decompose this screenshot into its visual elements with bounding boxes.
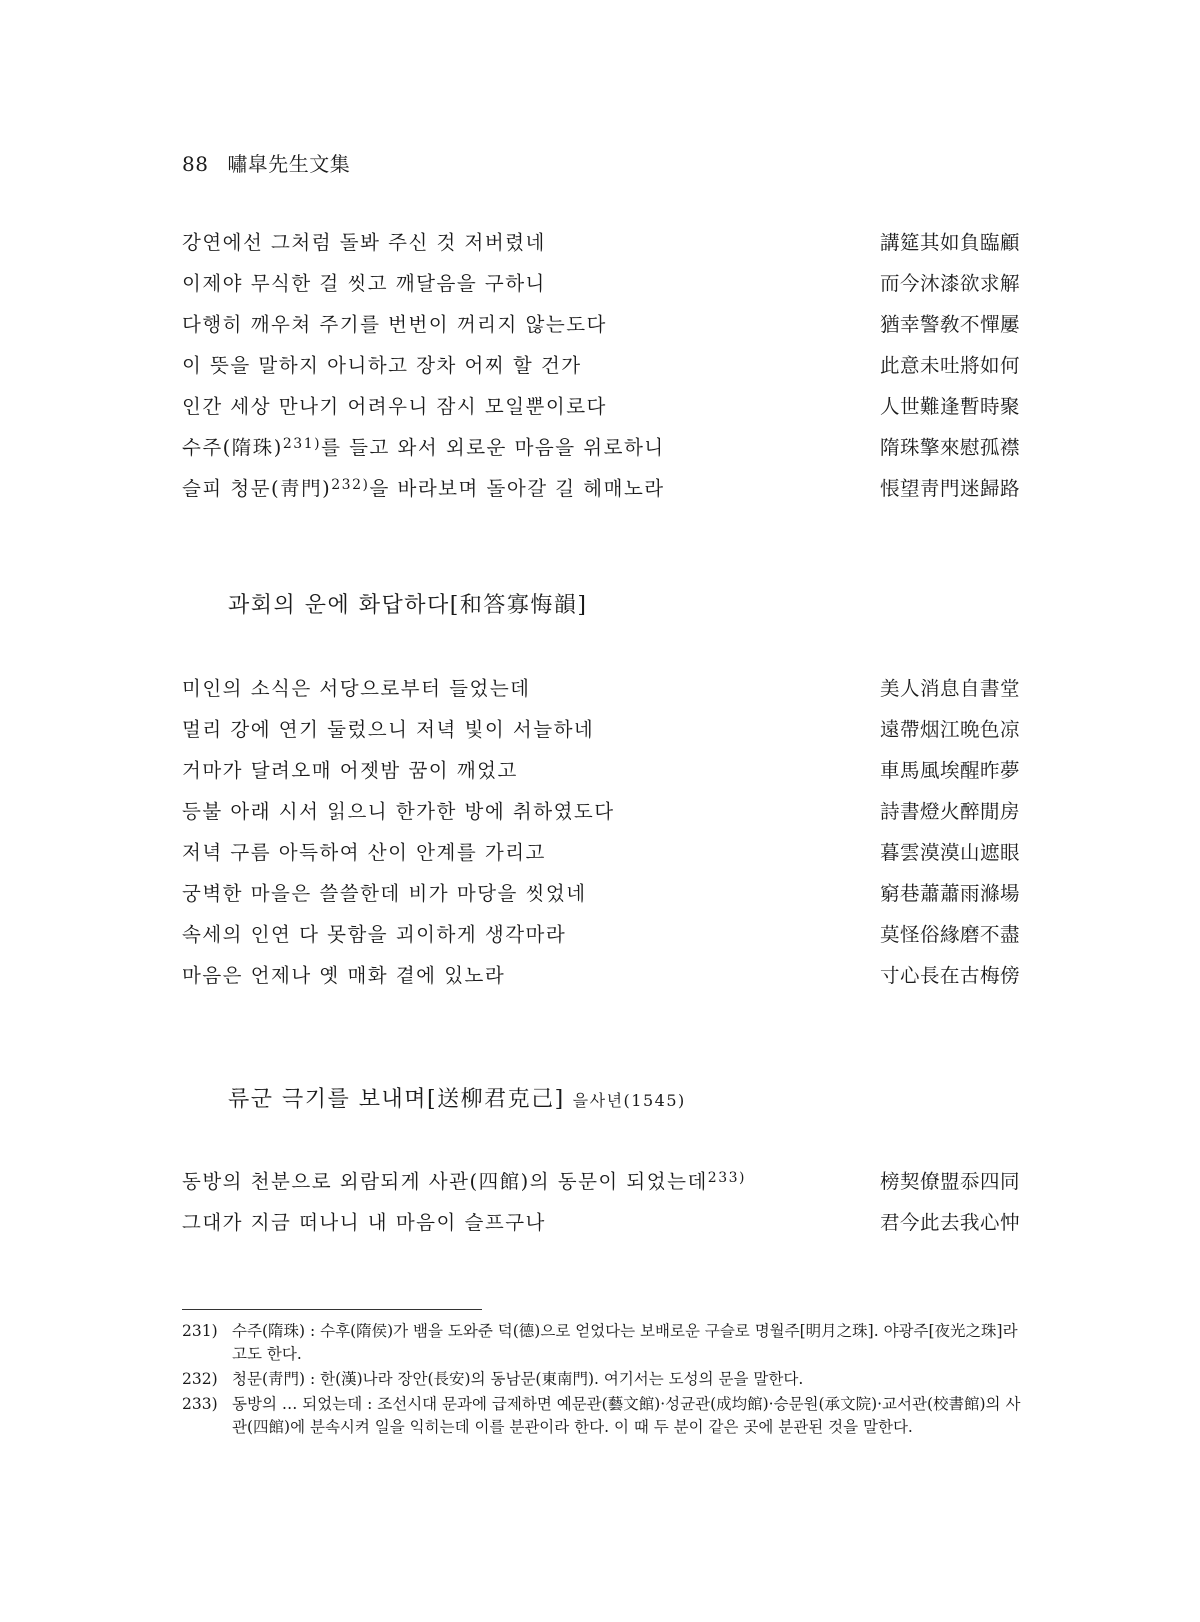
poem-line	[182, 873, 1020, 914]
footnote-text: 수주(隋珠) : 수후(隋侯)가 뱀을 도와준 덕(德)으로 얻었다는 보배로운 구슬로 명월주[明月之珠]. 야광주[夜光之珠]라고도 한다.	[232, 1322, 1018, 1363]
korean-text: 마음은 언제나 옛 매화 곁에 있노라	[182, 964, 506, 987]
hanja-original: 猶幸警敎不憚屢	[879, 313, 1020, 336]
footnote	[182, 1320, 1022, 1366]
footnote-number: 231)	[182, 1322, 218, 1340]
korean-translation	[182, 914, 566, 955]
poem-1	[182, 222, 1020, 509]
footnote	[182, 1368, 1022, 1391]
hanja-original: 詩書燈火醉閒房	[879, 800, 1020, 823]
korean-text: 등불 아래 시서 읽으니 한가한 방에 취하였도다	[182, 800, 615, 823]
korean-text: 저녁 구름 아득하여 산이 안계를 가리고	[182, 841, 546, 864]
hanja-original: 講筵其如負臨顧	[879, 231, 1020, 254]
book-title: 嘯皐先生文集	[227, 152, 351, 176]
korean-translation	[182, 832, 546, 873]
poem-2-title	[228, 588, 595, 619]
poem-line	[182, 955, 1020, 996]
poem-line	[182, 1202, 1020, 1243]
korean-text: 다행히 깨우쳐 주기를 번번이 꺼리지 않는도다	[182, 313, 607, 336]
footnote-text: 청문(靑門) : 한(漢)나라 장안(長安)의 동남문(東南門). 여기서는 도성의 문을 말한다.	[232, 1370, 804, 1388]
hanja-original: 暮雲漠漠山遮眼	[879, 841, 1020, 864]
footnotes	[182, 1320, 1022, 1441]
footnote-ref: 231)	[282, 436, 322, 452]
hanja-original: 莫怪俗緣磨不盡	[879, 923, 1020, 946]
poem-line	[182, 914, 1020, 955]
poem-2	[182, 668, 1020, 996]
hanja-original: 悵望靑門迷歸路	[879, 477, 1020, 500]
korean-text: 슬피 청문(靑門)	[182, 477, 332, 500]
korean-translation	[182, 1161, 746, 1202]
hanja-original: 窮巷蕭蕭雨滌場	[879, 882, 1020, 905]
poem-3-title-text: 류군 극기를 보내며[送柳君克己]	[228, 1087, 565, 1112]
page-number: 88	[182, 152, 209, 176]
hanja-original: 車馬風埃醒昨夢	[879, 759, 1020, 782]
korean-translation	[182, 955, 505, 996]
poem-line	[182, 791, 1020, 832]
page-header	[182, 148, 350, 177]
footnote-ref: 232)	[331, 477, 370, 493]
korean-text-rest: 을 바라보며 돌아갈 길 헤매노라	[369, 477, 665, 500]
hanja-original: 人世難逢暫時聚	[879, 395, 1020, 418]
korean-text: 동방의 천분으로 외람되게 사관(四館)의 동문이 되었는데	[182, 1170, 708, 1193]
korean-text: 강연에선 그처럼 돌봐 주신 것 저버렸네	[182, 231, 546, 254]
poem-line	[182, 1161, 1020, 1202]
poem-line	[182, 832, 1020, 873]
korean-text: 그대가 지금 떠나니 내 마음이 슬프구나	[182, 1211, 546, 1234]
hanja-original: 此意未吐將如何	[879, 354, 1020, 377]
footnote-number: 233)	[182, 1395, 218, 1413]
hanja-original: 而今沐漆欲求解	[879, 272, 1020, 295]
poem-line	[182, 304, 1020, 345]
korean-translation	[182, 1202, 546, 1243]
korean-translation	[182, 427, 665, 468]
korean-text: 인간 세상 만나기 어려우니 잠시 모일뿐이로다	[182, 395, 607, 418]
hanja-original: 隋珠擎來慰孤襟	[879, 436, 1020, 459]
korean-translation	[182, 386, 607, 427]
korean-text: 궁벽한 마을은 쓸쓸한데 비가 마당을 씻었네	[182, 882, 587, 905]
poem-2-title-text: 과회의 운에 화답하다[和答寡悔韻]	[228, 593, 588, 618]
poem-line	[182, 709, 1020, 750]
poem-3	[182, 1161, 1020, 1243]
poem-line	[182, 750, 1020, 791]
korean-translation	[182, 468, 665, 509]
poem-line	[182, 263, 1020, 304]
korean-text: 이 뜻을 말하지 아니하고 장차 어찌 할 건가	[182, 354, 582, 377]
korean-text-rest: 를 들고 와서 외로운 마음을 위로하니	[321, 436, 665, 459]
footnote-text: 동방의 … 되었는데 : 조선시대 문과에 급제하면 예문관(藝文館)·성균관(成均館)·승문원(承文院)·교서관(校書館)의 사관(四館)에 분속시켜 일을 익히는데 이를 분관이라 한다. 이 때 두 분이 같은 곳에 분관된 것을 말한다.	[232, 1395, 1021, 1436]
poem-line	[182, 468, 1020, 509]
korean-translation	[182, 791, 615, 832]
korean-translation	[182, 750, 518, 791]
footnote-number: 232)	[182, 1370, 218, 1388]
poem-line	[182, 386, 1020, 427]
footnote	[182, 1393, 1022, 1439]
poem-line	[182, 427, 1020, 468]
korean-text: 이제야 무식한 걸 씻고 깨달음을 구하니	[182, 272, 546, 295]
korean-translation	[182, 304, 607, 345]
poem-line	[182, 345, 1020, 386]
korean-text: 멀리 강에 연기 둘렀으니 저녁 빛이 서늘하네	[182, 718, 595, 741]
poem-line	[182, 668, 1020, 709]
korean-text: 속세의 인연 다 못함을 괴이하게 생각마라	[182, 923, 567, 946]
korean-translation	[182, 263, 546, 304]
korean-text: 미인의 소식은 서당으로부터 들었는데	[182, 677, 531, 700]
hanja-original: 君今此去我心忡	[879, 1211, 1020, 1234]
hanja-original: 美人消息自書堂	[879, 677, 1020, 700]
poem-3-title	[228, 1082, 686, 1113]
korean-translation	[182, 873, 587, 914]
korean-text: 수주(隋珠)	[182, 436, 283, 459]
korean-translation	[182, 668, 531, 709]
hanja-original: 寸心長在古梅傍	[879, 964, 1020, 987]
footnote-divider	[182, 1309, 482, 1310]
korean-translation	[182, 709, 594, 750]
hanja-original: 遠帶烟江晩色凉	[879, 718, 1020, 741]
poem-3-subtitle: 을사년(1545)	[572, 1091, 686, 1110]
poem-line	[182, 222, 1020, 263]
footnote-ref: 233)	[707, 1170, 746, 1186]
korean-translation	[182, 222, 546, 263]
korean-text: 거마가 달려오매 어젯밤 꿈이 깨었고	[182, 759, 518, 782]
hanja-original: 榜契僚盟忝四同	[879, 1170, 1020, 1193]
korean-translation	[182, 345, 582, 386]
